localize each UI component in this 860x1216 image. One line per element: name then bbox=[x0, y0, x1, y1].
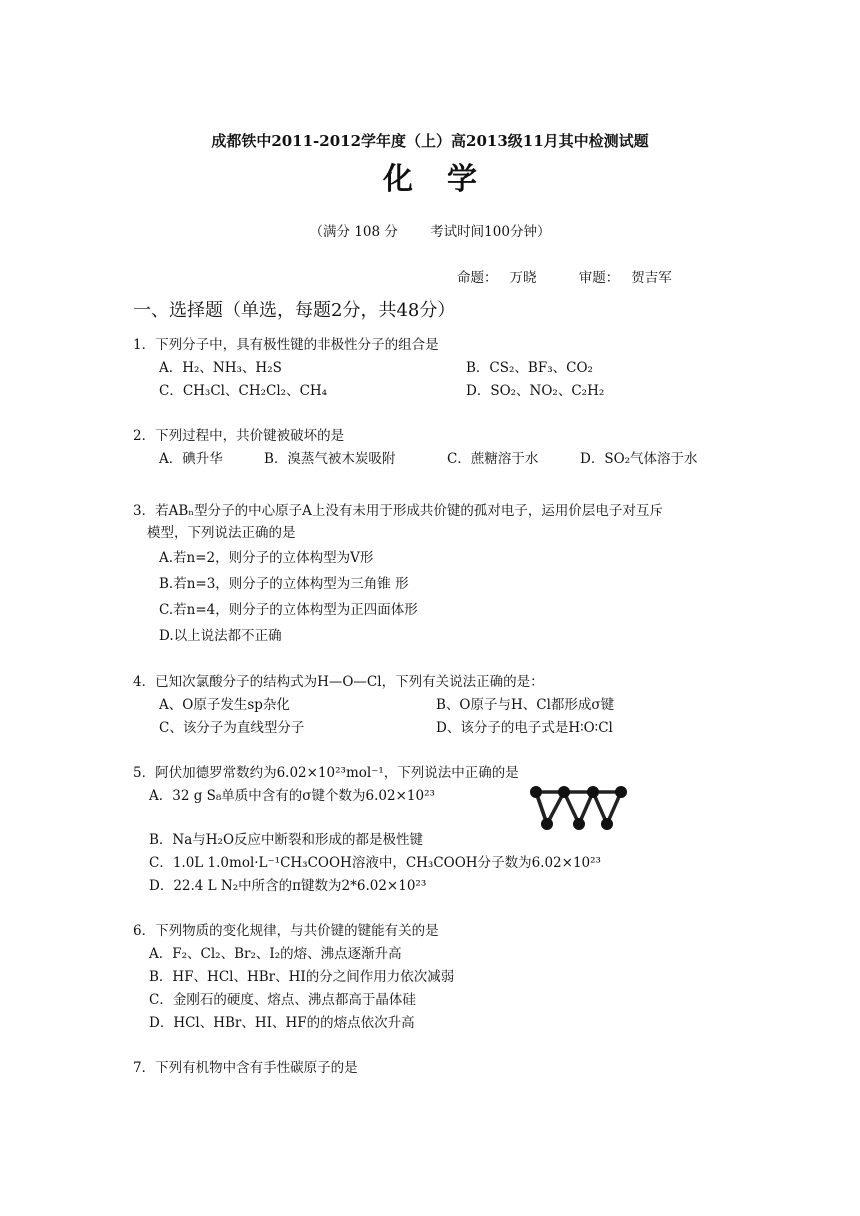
option-d: D．HCl、HBr、HI、HF的的熔点依次升高 bbox=[149, 1015, 415, 1031]
option-d: D．SO₂、NO₂、C₂H₂ bbox=[466, 383, 605, 399]
option-d: D、该分子的电子式是H∶O∶Cl bbox=[436, 720, 613, 736]
option-c: C．1.0L 1.0mol·L⁻¹CH₃COOH溶液中，CH₃COOH分子数为6.02×10²³ bbox=[149, 855, 601, 871]
question-stem: 1．下列分子中，具有极性键的非极性分子的组合是 bbox=[133, 337, 439, 353]
option-a: A、O原子发生sp杂化 bbox=[159, 697, 290, 713]
option-a: A.若n=2，则分子的立体构型为V形 bbox=[159, 550, 374, 566]
setter-label: 命题： bbox=[457, 270, 498, 286]
reviewer-label: 审题： bbox=[578, 270, 620, 286]
option-d: D.以上说法都不正确 bbox=[159, 628, 282, 644]
exam-time: 考试时间100分钟） bbox=[430, 224, 551, 240]
option-a: A．F₂、Cl₂、Br₂、I₂的熔、沸点逐渐升高 bbox=[149, 946, 402, 962]
authors bbox=[457, 266, 684, 286]
section-title: 一、选择题（单选，每题2分，共48分） bbox=[133, 300, 456, 321]
option-c: C．CH₃Cl、CH₂Cl₂、CH₄ bbox=[159, 383, 328, 399]
question-stem: 5．阿伏加德罗常数约为6.02×10²³mol⁻¹，下列说法中正确的是 bbox=[133, 765, 519, 781]
option-b: B．溴蒸气被木炭吸附 bbox=[264, 451, 396, 467]
question-stem: 4．已知次氯酸分子的结构式为H—O—Cl，下列有关说法正确的是： bbox=[133, 674, 544, 690]
question-stem-continued: 模型，下列说法正确的是 bbox=[147, 525, 296, 541]
option-b: B．Na与H₂O反应中断裂和形成的都是极性键 bbox=[149, 832, 424, 848]
question-stem: 6．下列物质的变化规律，与共价键的键能有关的是 bbox=[133, 923, 439, 939]
option-c: C．金刚石的硬度、熔点、沸点都高于晶体硅 bbox=[149, 992, 416, 1008]
option-c: C.若n=4，则分子的立体构型为正四面体形 bbox=[159, 602, 418, 618]
full-score: （满分 108 分 bbox=[309, 224, 398, 240]
s8-molecule-icon bbox=[527, 782, 629, 834]
option-b: B.若n=3，则分子的立体构型为三角锥 形 bbox=[159, 576, 409, 592]
option-c: C．蔗糖溶于水 bbox=[447, 451, 539, 467]
option-b: B、O原子与H、Cl都形成σ键 bbox=[436, 697, 615, 713]
subject-title: 化学 bbox=[383, 162, 511, 197]
setter-name: 万晓 bbox=[509, 270, 537, 286]
option-a: A．碘升华 bbox=[159, 451, 223, 467]
option-c: C、该分子为直线型分子 bbox=[159, 720, 305, 736]
option-a: A．H₂、NH₃、H₂S bbox=[159, 360, 282, 376]
question-stem: 3．若ABₙ型分子的中心原子A上没有未用于形成共价键的孤对电子，运用价层电子对互斥 bbox=[133, 503, 663, 519]
option-a: A．32 g S₈单质中含有的σ键个数为6.02×10²³ bbox=[149, 788, 435, 804]
option-b: B．HF、HCl、HBr、HI的分之间作用力依次减弱 bbox=[149, 969, 455, 985]
option-d: D．SO₂气体溶于水 bbox=[580, 451, 698, 467]
option-d: D．22.4 L N₂中所含的π键数为2*6.02×10²³ bbox=[149, 878, 427, 894]
question-stem: 2．下列过程中，共价键被破坏的是 bbox=[133, 428, 345, 444]
question-stem: 7．下列有机物中含有手性碳原子的是 bbox=[133, 1060, 358, 1076]
reviewer-name: 贺吉军 bbox=[631, 270, 672, 286]
option-b: B．CS₂、BF₃、CO₂ bbox=[466, 360, 593, 376]
exam-title: 成都铁中2011-2012学年度（上）高2013级11月其中检测试题 bbox=[211, 132, 649, 150]
exam-info bbox=[0, 220, 860, 240]
